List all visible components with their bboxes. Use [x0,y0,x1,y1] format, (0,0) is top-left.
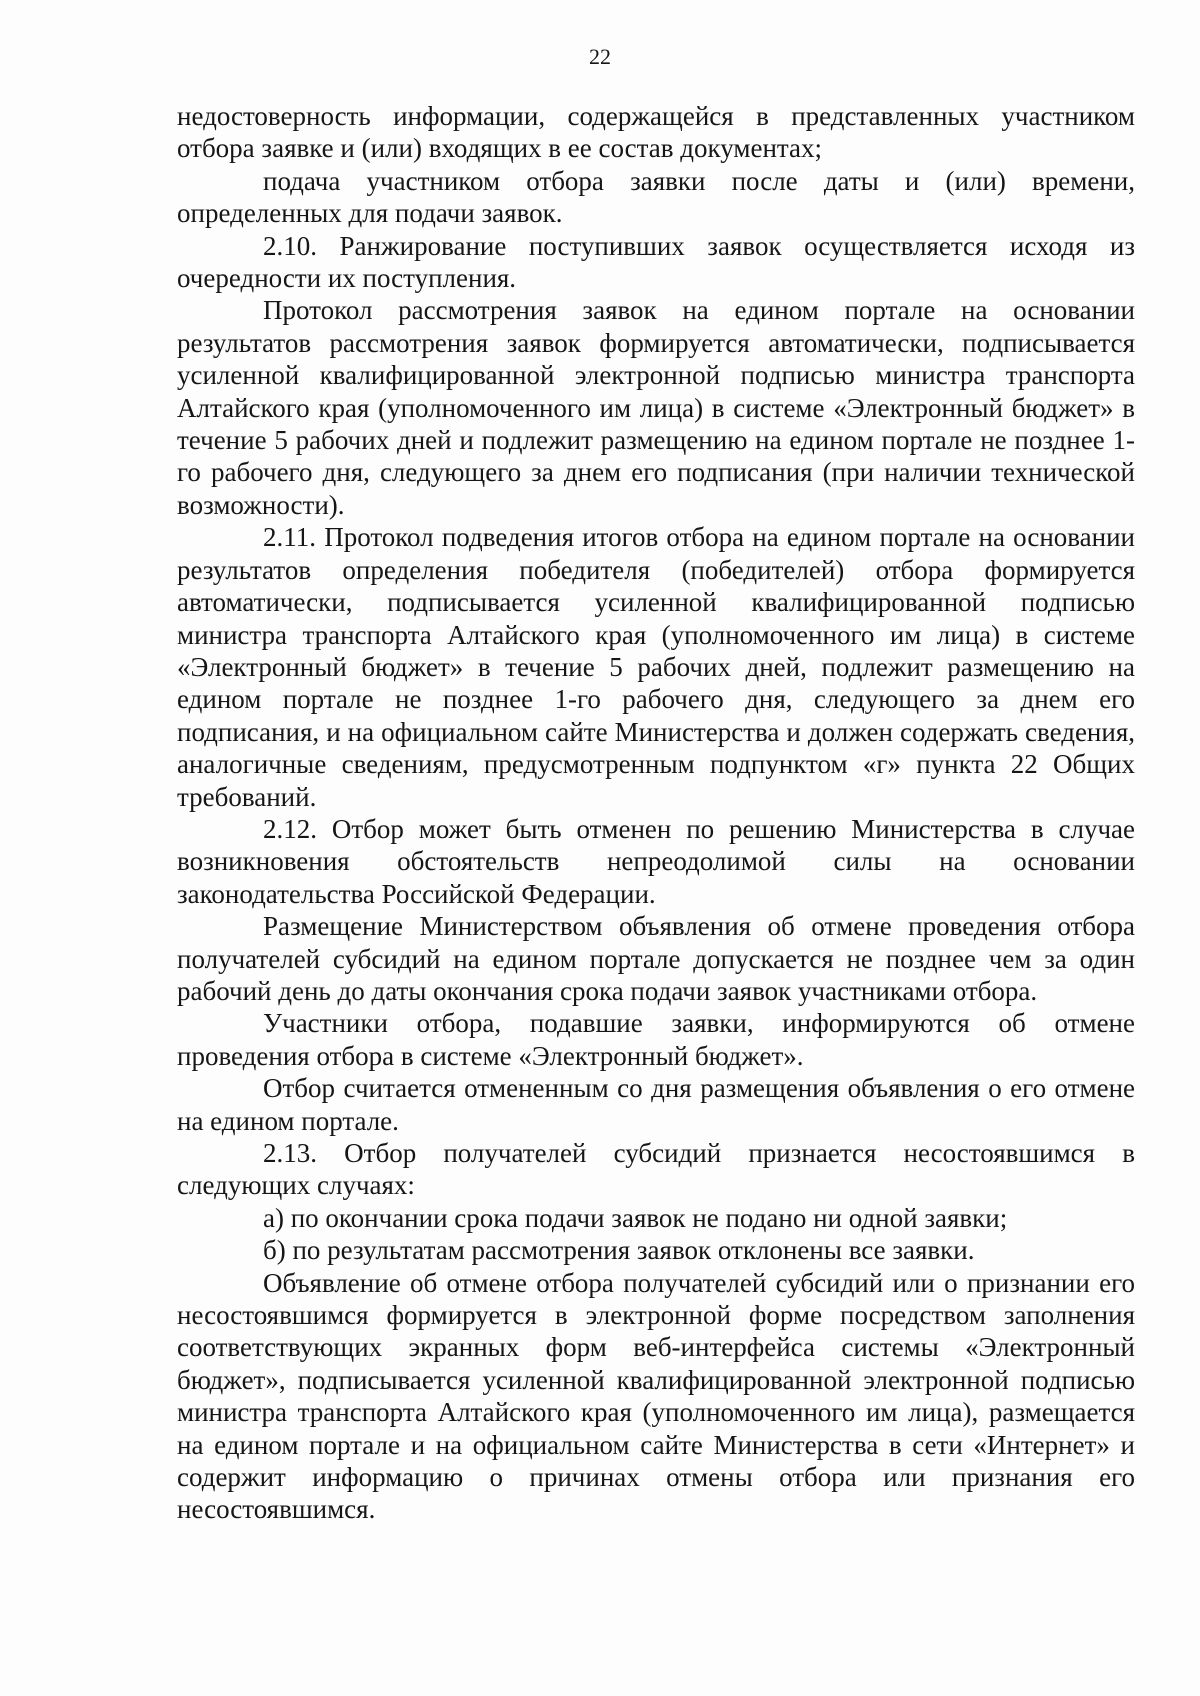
paragraph-cancellation-announcement: Размещение Министерством объявления об отмене проведения отбора получателей субсидий на едином портале допускается не позднее чем за один рабочий день до даты окончания срока подачи заявок участниками отбора. [177,911,1135,1006]
paragraph-cancellation-effective: Отбор считается отмененным со дня размещения объявления о его отмене на едином портале. [177,1073,1135,1136]
paragraph-continuation-unreliable-info: недостоверность информации, содержащейся в представленных участником отбора заявке и (или) входящих в ее состав документах; [177,101,1135,164]
list-item-b: б) по результатам рассмотрения заявок отклонены все заявки. [263,1235,975,1266]
paragraph-2-12-cancellation: 2.12. Отбор может быть отменен по решению Министерства в случае возникновения обстоятельств непреодолимой силы на основании законодательства Российской Федерации. [177,813,1135,909]
paragraph-cancellation-notice-content: Объявление об отмене отбора получателей субсидий или о признании его несостоявшимся формируется в электронной форме посредством заполнения соответствующих экранных форм веб-интерфейса системы «Электронный бюджет», подписывается усиленной квалифицированной электронной подписью министра транспорта Алтайского края (уполномоченного им лица), размещается на едином портале и на официальном сайте Министерства в сети «Интернет» и содержит информацию о причинах отмены отбора или признания его несостоявшимся. [177,1267,1135,1525]
document-body [177,100,1135,1526]
paragraph-2-13-failed-selection: 2.13. Отбор получателей субсидий признается несостоявшимся в следующих случаях: [177,1138,1135,1201]
paragraph-late-submission: подача участником отбора заявки после даты и (или) времени, определенных для подачи заявок. [177,165,1135,229]
list-item-a: а) по окончании срока подачи заявок не подано ни одной заявки; [263,1202,1008,1233]
page-number: 22 [589,44,611,69]
paragraph-2-11-results-protocol: 2.11. Протокол подведения итогов отбора на едином портале на основании результатов определения победителя (победителей) отбора формируется автоматически, подписывается усиленной квалифицированной подписью министра транспорта Алтайского края (уполномоченного им лица) в системе «Электронный бюджет» в течение 5 рабочих дней, подлежит размещению на едином портале не позднее 1-го рабочего дня, следующего за днем его подписания, и на официальном сайте Министерства и должен содержать сведения, аналогичные сведениям, предусмотренным подпунктом «г» пункта 22 Общих требований. [177,522,1135,812]
paragraph-review-protocol: Протокол рассмотрения заявок на едином портале на основании результатов рассмотрения заявок формируется автоматически, подписывается усиленной квалифицированной электронной подписью министра транспорта Алтайского края (уполномоченного им лица) в системе «Электронный бюджет» в течение 5 рабочих дней и подлежит размещению на едином портале не позднее 1-го рабочего дня, следующего за днем его подписания (при наличии технической возможности). [177,295,1135,520]
paragraph-2-10-ranking: 2.10. Ранжирование поступивших заявок осуществляется исходя из очередности их поступления. [177,230,1135,294]
paragraph-participants-informed: Участники отбора, подавшие заявки, информируются об отмене проведения отбора в системе «Электронный бюджет». [177,1008,1135,1071]
